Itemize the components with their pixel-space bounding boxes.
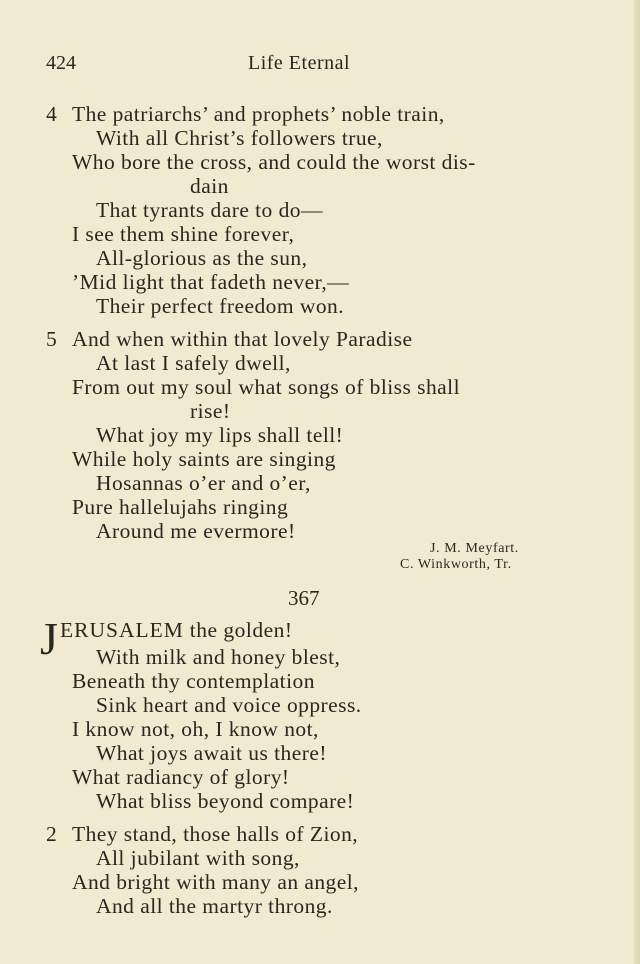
hymn-number: 367	[288, 586, 320, 610]
stanza-number: 4	[46, 102, 57, 126]
verse-line: And all the martyr throng.	[96, 894, 333, 918]
running-title: Life Eternal	[248, 52, 351, 74]
page-number: 424	[46, 52, 76, 74]
verse-line: What radiancy of glory!	[72, 765, 290, 789]
stanza-number: 5	[46, 327, 57, 351]
stanza-number: 2	[46, 822, 57, 846]
verse-line: What joy my lips shall tell!	[96, 423, 344, 447]
page-header	[0, 52, 640, 78]
verse-line: rise!	[190, 399, 231, 423]
verse-line: They stand, those halls of Zion,	[72, 822, 359, 846]
verse-line: Hosannas o’er and o’er,	[96, 471, 311, 495]
first-line-rest: the golden!	[183, 618, 293, 642]
verse-line: With milk and honey blest,	[96, 645, 341, 669]
verse-line: The patriarchs’ and prophets’ noble train,	[72, 102, 445, 126]
verse-line: All jubilant with song,	[96, 846, 300, 870]
page-edge	[634, 0, 640, 964]
translator: C. Winkworth, Tr.	[400, 557, 512, 572]
first-word: ERUSALEM	[60, 618, 184, 642]
verse-line: And when within that lovely Paradise	[72, 327, 413, 351]
verse-line: What joys await us there!	[96, 741, 327, 765]
verse-line: Pure hallelujahs ringing	[72, 495, 289, 519]
verse-line: Sink heart and voice oppress.	[96, 693, 362, 717]
verse-line: Who bore the cross, and could the worst dis-	[72, 150, 476, 174]
verse-line: I see them shine forever,	[72, 222, 295, 246]
verse-line: At last I safely dwell,	[96, 351, 291, 375]
drop-cap: J	[40, 613, 58, 664]
verse-line: From out my soul what songs of bliss shall	[72, 375, 461, 399]
verse-line: All-glorious as the sun,	[96, 246, 308, 270]
verse-line: dain	[190, 174, 229, 198]
verse-line: Beneath thy contemplation	[72, 669, 315, 693]
verse-line: What bliss beyond compare!	[96, 789, 355, 813]
verse-line: That tyrants dare to do—	[96, 198, 323, 222]
verse-line: While holy saints are singing	[72, 447, 336, 471]
verse-line: Their perfect freedom won.	[96, 294, 345, 318]
first-line	[60, 618, 293, 642]
verse-line: I know not, oh, I know not,	[72, 717, 319, 741]
verse-line: Around me evermore!	[96, 519, 296, 543]
verse-line: ’Mid light that fadeth never,—	[72, 270, 350, 294]
verse-line: With all Christ’s followers true,	[96, 126, 383, 150]
verse-line: And bright with many an angel,	[72, 870, 359, 894]
author: J. M. Meyfart.	[430, 541, 519, 556]
